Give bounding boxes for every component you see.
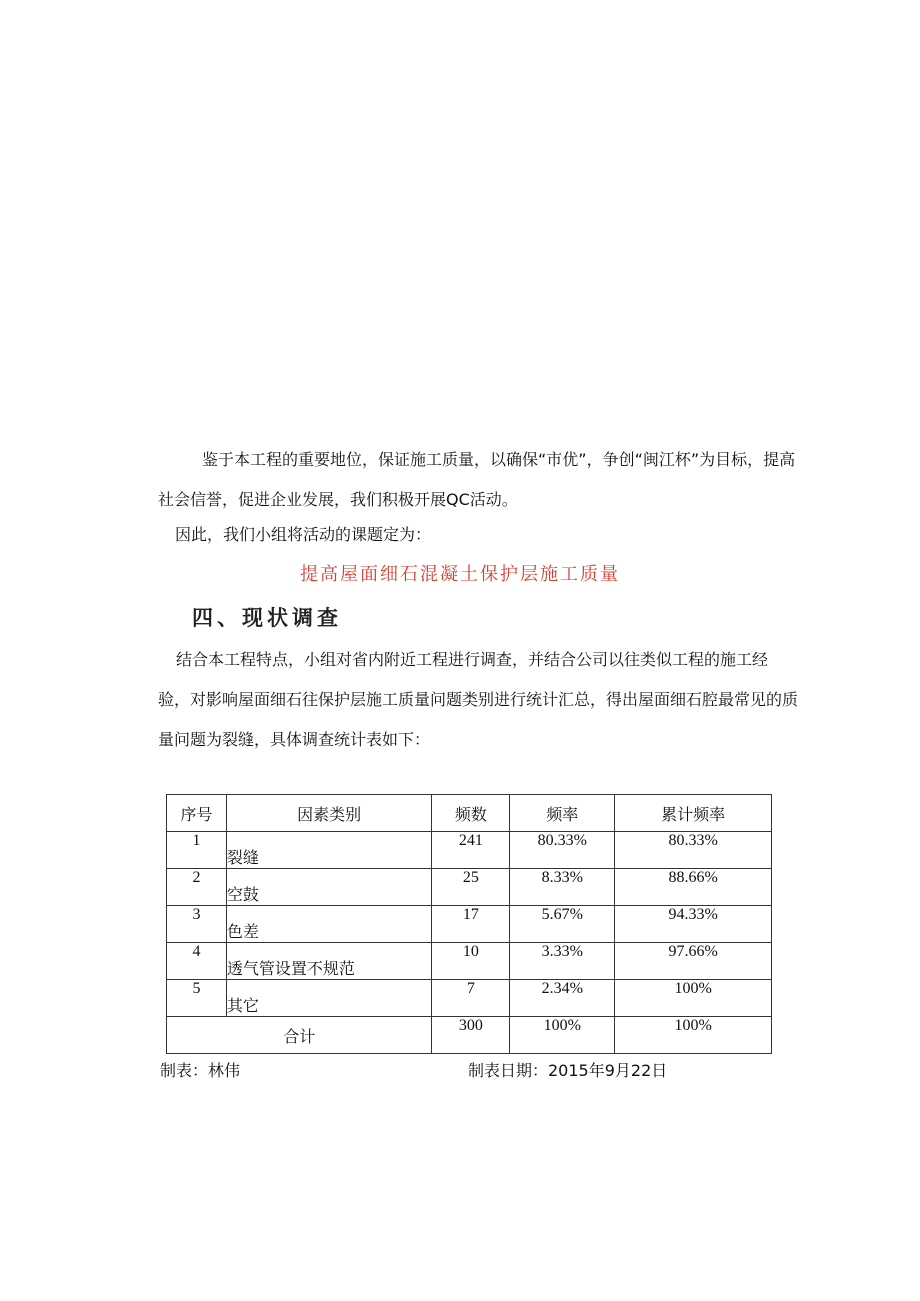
row-cumulative: 88.66% xyxy=(615,869,772,906)
row-count: 17 xyxy=(432,906,510,943)
topic-lead-paragraph: 因此，我们小组将活动的课题定为： xyxy=(175,525,432,544)
row-category: 空鼓 xyxy=(226,869,432,906)
row-no: 4 xyxy=(167,943,227,980)
row-cumulative: 80.33% xyxy=(615,832,772,869)
row-no: 5 xyxy=(167,980,227,1017)
header-frequency: 频率 xyxy=(510,795,615,832)
table-row xyxy=(167,869,772,906)
header-category: 因素类别 xyxy=(226,795,432,832)
row-count: 7 xyxy=(432,980,510,1017)
survey-paragraph: 结合本工程特点，小组对省内附近工程进行调查，并结合公司以往类似工程的施工经验，对影响屋面细石往保护层施工质量问题类别进行统计汇总，得出屋面细石腔最常见的质量问题为裂缝，具体调查统计表如下： xyxy=(158,650,799,749)
row-cumulative: 94.33% xyxy=(615,906,772,943)
total-label: 合计 xyxy=(167,1017,432,1054)
row-category: 裂缝 xyxy=(226,832,432,869)
row-category: 透气管设置不规范 xyxy=(226,943,432,980)
header-cumulative: 累计频率 xyxy=(615,795,772,832)
row-frequency: 8.33% xyxy=(510,869,615,906)
table-row xyxy=(167,832,772,869)
total-frequency: 100% xyxy=(510,1017,615,1054)
row-category: 色差 xyxy=(226,906,432,943)
row-frequency: 3.33% xyxy=(510,943,615,980)
row-no: 2 xyxy=(167,869,227,906)
row-frequency: 80.33% xyxy=(510,832,615,869)
section-heading: 四、现状调查 xyxy=(192,605,342,630)
row-count: 10 xyxy=(432,943,510,980)
table-row xyxy=(167,906,772,943)
row-category: 其它 xyxy=(226,980,432,1017)
row-frequency: 5.67% xyxy=(510,906,615,943)
table-row xyxy=(167,980,772,1017)
row-cumulative: 100% xyxy=(615,980,772,1017)
table-row xyxy=(167,943,772,980)
intro-paragraph: 鉴于本工程的重要地位，保证施工质量，以确保“市优”，争创“闽江杯”为目标，提高社会信誉，促进企业发展，我们积极开展QC活动。 xyxy=(158,450,796,509)
row-count: 25 xyxy=(432,869,510,906)
table-maker: 制表：林伟 xyxy=(160,1061,241,1080)
row-no: 1 xyxy=(167,832,227,869)
total-cumulative: 100% xyxy=(615,1017,772,1054)
total-count: 300 xyxy=(432,1017,510,1054)
table-header-row xyxy=(167,795,772,832)
header-count: 频数 xyxy=(432,795,510,832)
table-total-row xyxy=(167,1017,772,1054)
header-no: 序号 xyxy=(167,795,227,832)
topic-title: 提高屋面细石混凝土保护层施工质量 xyxy=(300,564,620,585)
table-date: 制表日期：2015年9月22日 xyxy=(468,1061,668,1080)
row-no: 3 xyxy=(167,906,227,943)
row-cumulative: 97.66% xyxy=(615,943,772,980)
statistics-table xyxy=(166,794,772,1054)
row-count: 241 xyxy=(432,832,510,869)
row-frequency: 2.34% xyxy=(510,980,615,1017)
